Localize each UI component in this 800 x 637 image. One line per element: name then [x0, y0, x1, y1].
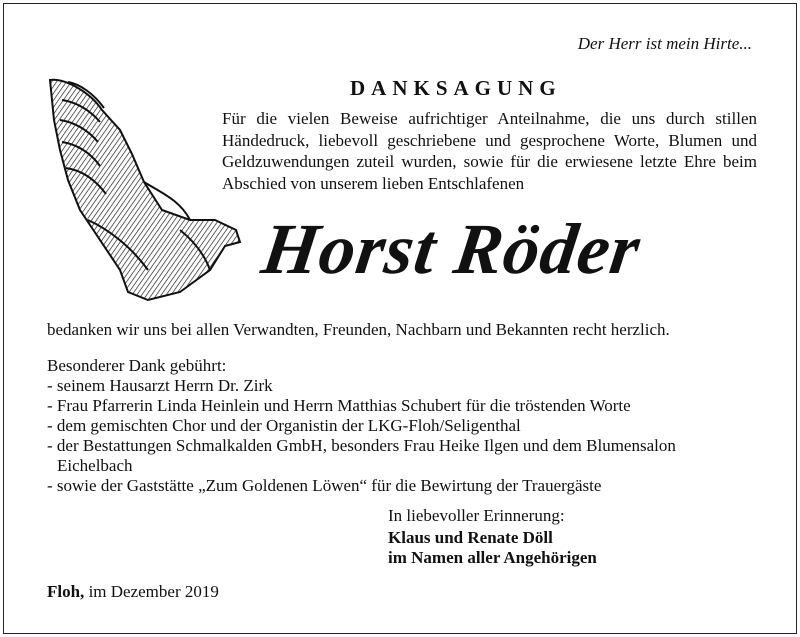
place: Floh, — [47, 582, 85, 601]
list-item: - Frau Pfarrerin Linda Heinlein und Herrn Matthias Schubert für die tröstenden Worte — [47, 396, 631, 415]
memory-line: In liebevoller Erinnerung: — [388, 506, 565, 525]
thanks-line: bedanken wir uns bei allen Verwandten, Freunden, Nachbarn und Bekannten recht herzlich. — [47, 320, 670, 339]
praying-hands-icon — [40, 70, 245, 305]
signers — [388, 528, 597, 568]
list-item: - dem gemischten Chor und der Organistin der LKG-Floh/Seligenthal — [47, 416, 521, 435]
signer-names: Klaus und Renate Döll — [388, 528, 553, 547]
intro-paragraph: Für die vielen Beweise aufrichtiger Anteilnahme, die uns durch stillen Händedruck, liebevoll geschriebene und gesprochene Worte, Blumen und Geldzuwendungen zuteil wurden, sowie für die erwiesene letzte Ehre beim Abschied von unserem lieben Entschlafenen — [222, 109, 757, 193]
special-thanks-list — [47, 376, 676, 496]
list-item: - sowie der Gaststätte „Zum Goldenen Löwen“ für die Bewirtung der Trauergäste — [47, 476, 602, 495]
date: im Dezember 2019 — [88, 582, 219, 601]
special-thanks — [47, 356, 676, 496]
deceased-name: Horst Röder — [257, 209, 646, 289]
list-item: - der Bestattungen Schmalkalden GmbH, besonders Frau Heike Ilgen und dem Blumensalon — [47, 436, 676, 455]
special-thanks-heading: Besonderer Dank gebührt: — [47, 356, 227, 375]
place-date — [47, 582, 219, 602]
signer-family: im Namen aller Angehörigen — [388, 548, 597, 567]
motto: Der Herr ist mein Hirte... — [577, 34, 752, 53]
notice-title: DANKSAGUNG — [350, 76, 562, 100]
list-item: - seinem Hausarzt Herrn Dr. Zirk — [47, 376, 273, 395]
list-item: Eichelbach — [57, 456, 133, 475]
